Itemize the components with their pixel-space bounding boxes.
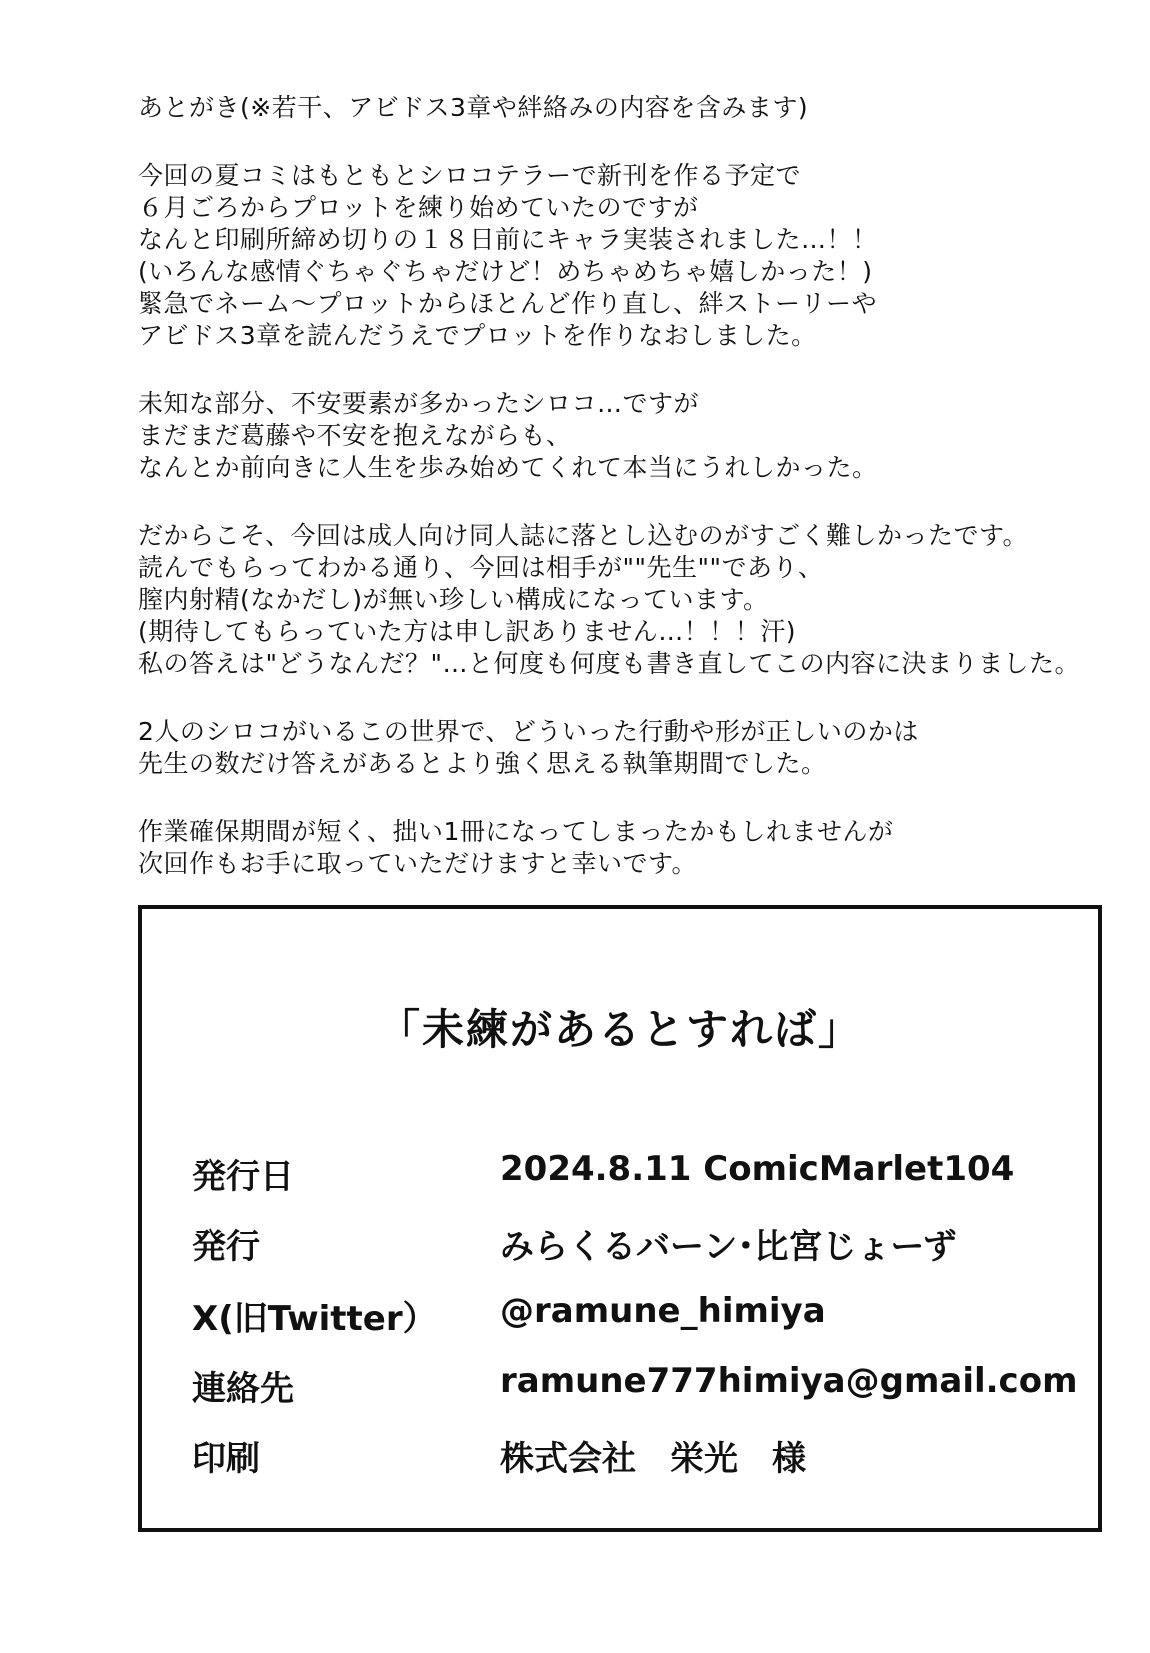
afterword-paragraph-2 [138,388,1138,484]
colophon-row-contact [192,1361,1092,1409]
paragraph-line: 2人のシロコがいるこの世界で、どういった行動や形が正しいのかは [138,717,919,746]
colophon-key: 発行 [192,1227,260,1267]
colophon-row-printer [192,1431,1092,1479]
paragraph-line: まだまだ葛藤や不安を抱えながらも、 [138,421,572,450]
paragraph-line: だからこそ、今回は成人向け同人誌に落とし込むのがすごく難しかったです。 [138,521,1029,550]
paragraph-line: なんとか前向きに人生を歩み始めてくれて本当にうれしかった。 [138,453,878,482]
colophon-key: X(旧Twitter） [192,1299,437,1339]
afterword [138,92,1138,916]
colophon-row-twitter [192,1291,1092,1339]
paragraph-line: 膣内射精(なかだし)が無い珍しい構成になっています。 [138,585,769,614]
paragraph-line: 作業確保期間が短く、拙い1冊になってしまったかもしれませんが [138,817,894,846]
afterword-paragraph-5 [138,816,1138,880]
paragraph-line: 今回の夏コミはもともとシロコテラーで新刊を作る予定で [138,161,802,190]
afterword-heading-block [138,92,1138,124]
afterword-paragraph-3 [138,520,1138,680]
paragraph-line: (いろんな感情ぐちゃぐちゃだけど！めちゃめちゃ嬉しかった！) [138,257,873,286]
colophon-title: 「未練があるとすれば」 [377,1005,862,1054]
colophon-value: 株式会社 栄光 様 [500,1439,806,1479]
paragraph-line: アビドス3章を読んだうえでプロットを作りなおしました。 [138,321,817,350]
afterword-heading: あとがき(※若干、アビドス3章や絆絡みの内容を含みます) [138,93,809,122]
paragraph-line: 先生の数だけ答えがあるとより強く思える執筆期間でした。 [138,749,827,778]
colophon-key: 発行日 [192,1157,294,1197]
colophon-value: ramune777himiya@gmail.com [500,1361,1078,1401]
paragraph-line: なんと印刷所締め切りの１８日前にキャラ実装されました…！！ [138,225,878,254]
paragraph-line: ６月ごろからプロットを練り始めていたのですが [138,193,699,222]
paragraph-line: 未知な部分、不安要素が多かったシロコ…ですが [138,389,700,418]
paragraph-line: 私の答えは"どうなんだ？"…と何度も何度も書き直してこの内容に決まりました。 [138,649,1081,678]
colophon-row-issue-date [192,1149,1092,1197]
colophon-box [138,905,1102,1532]
paragraph-line: 読んでもらってわかる通り、今回は相手が""先生""であり、 [138,553,824,582]
afterword-paragraph-4 [138,716,1138,780]
colophon-key: 連絡先 [192,1369,294,1409]
colophon-row-publisher [192,1219,1092,1267]
colophon-value: @ramune_himiya [500,1291,826,1331]
afterword-paragraph-1 [138,160,1138,352]
paragraph-line: (期待してもらっていた方は申し訳ありません…！！！汗) [138,617,797,646]
colophon-key: 印刷 [192,1439,260,1479]
colophon-value: みらくるバーン･比宮じょーず [500,1227,957,1267]
colophon-value: 2024.8.11 ComicMarlet104 [500,1149,1015,1189]
paragraph-line: 次回作もお手に取っていただけますと幸いです。 [138,849,698,878]
paragraph-line: 緊急でネーム～プロットからほとんど作り直し、絆ストーリーや [138,289,878,318]
